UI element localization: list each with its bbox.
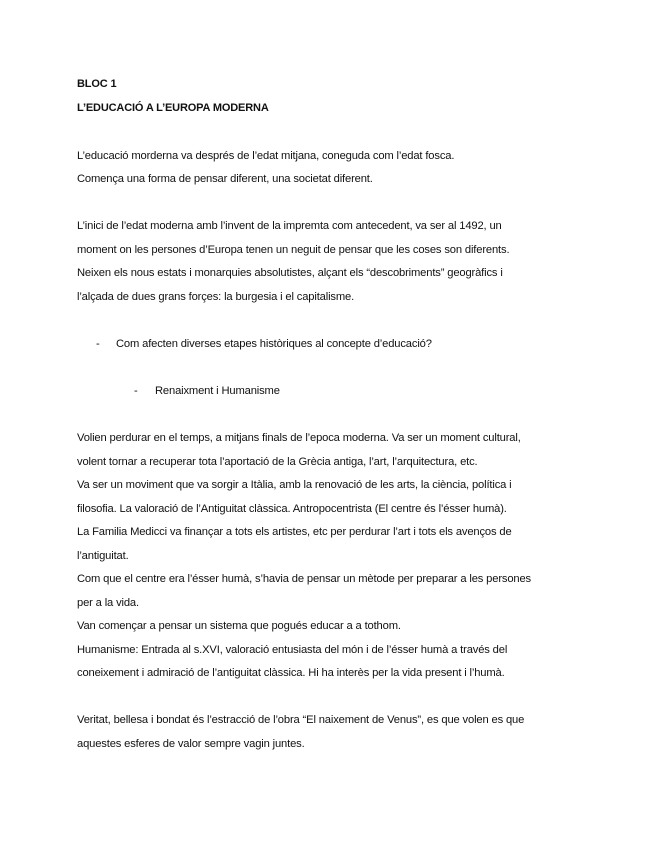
renaissance-line-1: Volien perdurar en el temps, a mitjans finals de l’epoca moderna. Va ser un moment cultural, <box>77 432 521 444</box>
bloc-label: BLOC 1 <box>77 78 117 90</box>
renaissance-line-5: La Familia Medicci va finançar a tots els artistes, etc per perdurar l’art i tots els avenços de <box>77 526 512 538</box>
closing-line-1: Veritat, bellesa i bondat és l’estracció de l’obra “El naixement de Venus”, es que volen es que <box>77 714 525 726</box>
renaissance-line-3: Va ser un moviment que va sorgir a Itàlia, amb la renovació de les arts, la ciència, política i <box>77 479 512 491</box>
renaissance-line-9: Van començar a pensar un sistema que pogués educar a a tothom. <box>77 620 401 632</box>
subheading-renaixment: Renaixment i Humanisme <box>155 385 280 397</box>
renaissance-line-11: coneixement i admiració de l’antiguitat clàssica. Hi ha interès per la vida present i l’humà. <box>77 667 505 679</box>
renaissance-line-6: l’antiguitat. <box>77 550 129 562</box>
bullet-marker: - <box>96 338 100 350</box>
closing-line-2: aquestes esferes de valor sempre vagin juntes. <box>77 738 305 750</box>
document-title: L’EDUCACIÓ A L’EUROPA MODERNA <box>77 102 269 114</box>
renaissance-line-10: Humanisme: Entrada al s.XVI, valoració entusiasta del món i de l’ésser humà a través del <box>77 644 508 656</box>
context-line-2: moment on les persones d’Europa tenen un neguit de pensar que les coses son diferents. <box>77 244 510 256</box>
intro-line-1: L’educació morderna va després de l’edat mitjana, coneguda com l’edat fosca. <box>77 150 455 162</box>
context-line-1: L’inici de l’edat moderna amb l’invent de la impremta com antecedent, va ser al 1492, un <box>77 220 502 232</box>
bullet-question: Com afecten diverses etapes històriques al concepte d’educació? <box>116 338 432 350</box>
renaissance-line-2: volent tornar a recuperar tota l’aportació de la Grècia antiga, l’art, l’arquitectura, etc. <box>77 456 478 468</box>
context-line-3: Neixen els nous estats i monarquies absolutistes, alçant els “descobriments” geogràfics i <box>77 267 503 279</box>
intro-line-2: Comença una forma de pensar diferent, una societat diferent. <box>77 173 373 185</box>
renaissance-line-7: Com que el centre era l’ésser humà, s’havia de pensar un mètode per preparar a les persones <box>77 573 531 585</box>
renaissance-line-4: filosofia. La valoració de l’Antiguitat clàssica. Antropocentrista (El centre és l’ésser humà). <box>77 503 507 515</box>
renaissance-line-8: per a la vida. <box>77 597 139 609</box>
bullet-marker: - <box>134 385 138 397</box>
context-line-4: l’alçada de dues grans forçes: la burgesia i el capitalisme. <box>77 291 355 303</box>
